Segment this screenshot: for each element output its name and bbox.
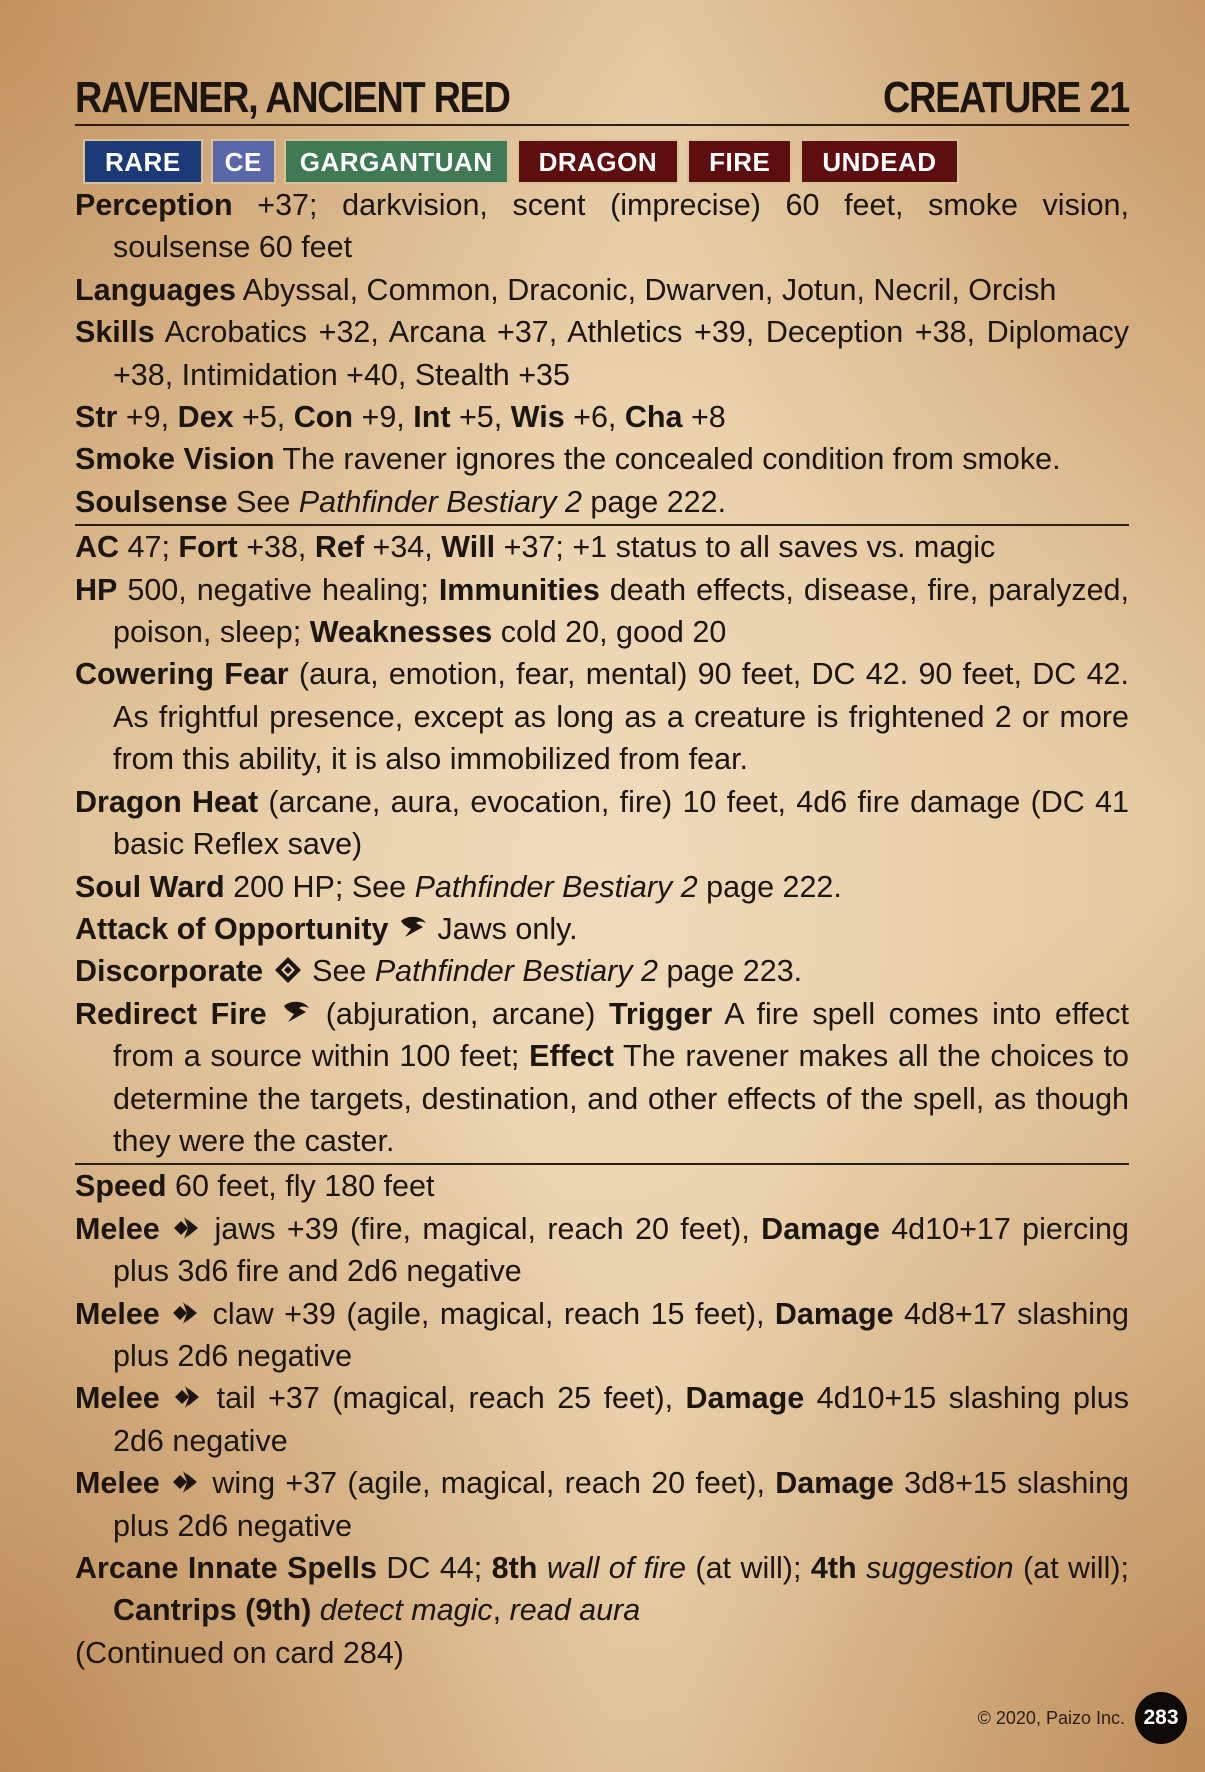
defenses-line: AC 47; Fort +38, Ref +34, Will +37; +1 status to all saves vs. magic	[75, 530, 996, 565]
trait-fire: FIRE	[687, 139, 792, 184]
redirect-fire-ability: Redirect Fire (abjuration, arcane) Trigger A fire spell comes into effect from a source within 100 feet; Effect The ravener makes all the choices to determine the targets, destination, and other effects of the spell, as though they were the caster.	[75, 996, 1129, 1158]
single-action-icon	[170, 1298, 202, 1328]
card-footer	[978, 1692, 1187, 1744]
speed-line: Speed 60 feet, fly 180 feet	[75, 1169, 435, 1204]
trait-alignment: CE	[211, 139, 276, 184]
melee-claw: Melee claw +39 (agile, magical, reach 15 feet), Damage 4d8+17 slashing plus 2d6 negative	[75, 1296, 1129, 1373]
trait-undead: UNDEAD	[800, 139, 958, 184]
soulsense-line: Soulsense See Pathfinder Bestiary 2 page 222.	[75, 484, 727, 519]
smoke-vision-line: Smoke Vision The ravener ignores the concealed condition from smoke.	[75, 442, 1061, 477]
single-action-icon	[171, 1213, 203, 1243]
innate-spells-line: Arcane Innate Spells DC 44; 8th wall of fire (at will); 4th suggestion (at will); Cantrips (9th) detect magic, read aura	[75, 1551, 1129, 1628]
discorporate-ability: Discorporate See Pathfinder Bestiary 2 page 223.	[75, 954, 803, 989]
hp-line: HP 500, negative healing; Immunities death effects, disease, fire, paralyzed, poison, sleep; Weaknesses cold 20, good 20	[75, 572, 1129, 650]
trait-rarity: RARE	[83, 139, 203, 184]
reaction-icon	[397, 913, 429, 943]
stat-block	[75, 184, 1129, 1674]
trait-size: GARGANTUAN	[284, 139, 509, 184]
creature-level: CREATURE 21	[883, 73, 1129, 122]
soul-ward-ability: Soul Ward 200 HP; See Pathfinder Bestiary 2 page 222.	[75, 869, 842, 904]
ability-scores-line: Str +9, Dex +5, Con +9, Int +5, Wis +6, Cha +8	[75, 400, 726, 435]
single-action-icon	[170, 1467, 202, 1497]
card-number-badge: 283	[1135, 1692, 1187, 1744]
free-action-icon	[272, 955, 304, 985]
copyright-text: © 2020, Paizo Inc.	[977, 1707, 1125, 1728]
creature-name: RAVENER, ANCIENT RED	[75, 73, 510, 122]
attack-of-opportunity-ability: Attack of Opportunity Jaws only.	[75, 911, 578, 946]
reaction-icon	[280, 998, 312, 1028]
dragon-heat-ability: Dragon Heat (arcane, aura, evocation, fire) 10 feet, 4d6 fire damage (DC 41 basic Reflex save)	[75, 784, 1129, 862]
cowering-fear-ability: Cowering Fear (aura, emotion, fear, mental) 90 feet, DC 42. 90 feet, DC 42. As frightful presence, except as long as a creature is frightened 2 or more from this ability, it is also immobilized from fear.	[75, 657, 1129, 777]
trait-dragon: DRAGON	[517, 139, 680, 184]
card-header	[75, 68, 1129, 126]
perception-line: Perception +37; darkvision, scent (imprecise) 60 feet, smoke vision, soulsense 60 feet	[75, 188, 1129, 265]
continued-note: (Continued on card 284)	[75, 1635, 404, 1670]
melee-tail: Melee tail +37 (magical, reach 25 feet), Damage 4d10+15 slashing plus 2d6 negative	[75, 1381, 1129, 1458]
melee-jaws: Melee jaws +39 (fire, magical, reach 20 feet), Damage 4d10+17 piercing plus 3d6 fire and 2d6 negative	[75, 1211, 1129, 1289]
single-action-icon	[172, 1382, 204, 1412]
skills-line: Skills Acrobatics +32, Arcana +37, Athletics +39, Deception +38, Diplomacy +38, Intimidation +40, Stealth +35	[75, 315, 1129, 392]
trait-row	[83, 139, 1129, 184]
languages-line: Languages Abyssal, Common, Draconic, Dwarven, Jotun, Necril, Orcish	[75, 272, 1057, 307]
creature-card	[75, 68, 1129, 1674]
melee-wing: Melee wing +37 (agile, magical, reach 20 feet), Damage 3d8+15 slashing plus 2d6 negative	[75, 1466, 1129, 1543]
